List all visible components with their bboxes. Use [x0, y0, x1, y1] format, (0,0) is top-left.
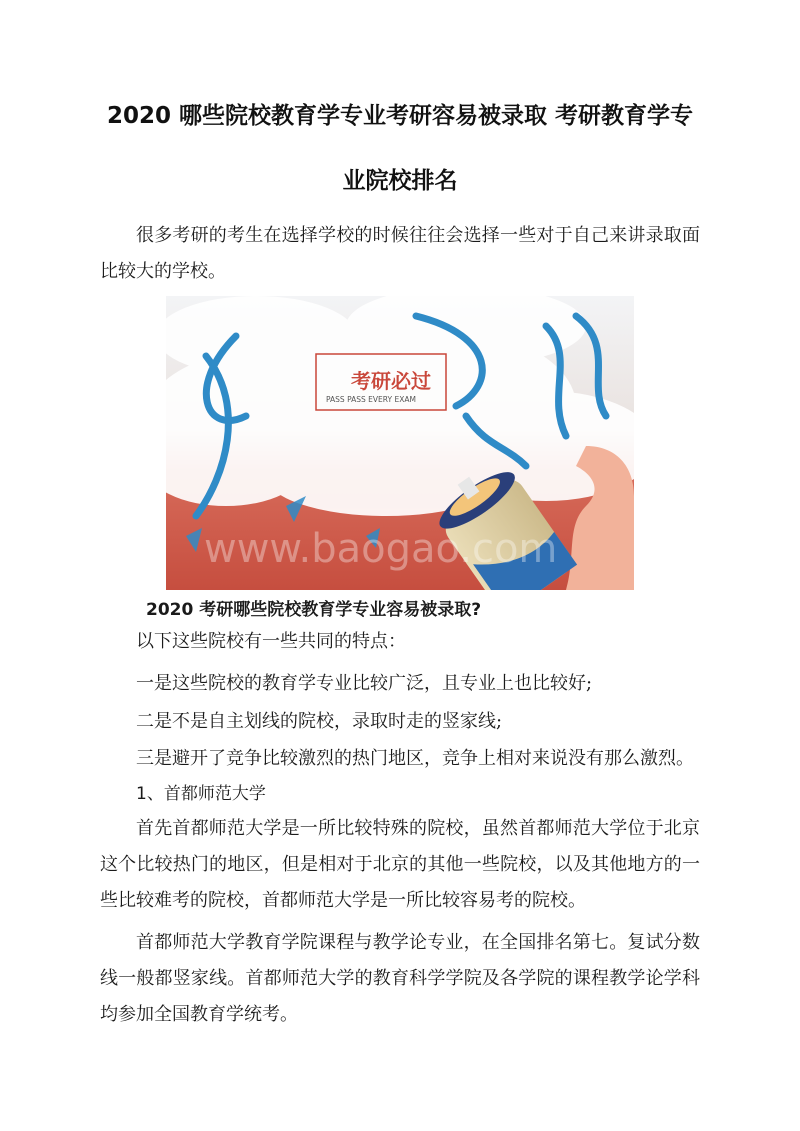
banner-subtitle: PASS PASS EVERY EXAM: [326, 395, 416, 404]
features-lead: 以下这些院校有一些共同的特点：: [136, 631, 406, 652]
watermark-text: www.baogao.com: [204, 526, 558, 572]
document-title-line-1: 2020 哪些院校教育学专业考研容易被录取 考研教育学专: [106, 103, 694, 129]
banner-title: 考研必过: [351, 369, 431, 393]
section-heading-1: 1、首都师范大学: [136, 784, 266, 804]
feature-item-1: 一是这些院校的教育学专业比较广泛，且专业上也比较好;: [136, 673, 593, 694]
section-subheading: 2020 考研哪些院校教育学专业容易被录取?: [146, 600, 482, 620]
exam-illustration: [166, 296, 634, 590]
feature-item-3: 三是避开了竞争比较激烈的热门地区，竞争上相对来说没有那么激烈。: [136, 748, 694, 769]
section-paragraph-1: 首先首都师范大学是一所比较特殊的院校，虽然首都师范大学位于北京这个比较热门的地区，但是相对于北京的其他一些院校，以及其他地方的一些比较难考的院校，首都师范大学是一所比较容易考的院校。: [100, 818, 700, 911]
cloud-shapes: [166, 296, 634, 516]
intro-paragraph: 很多考研的考生在选择学校的时候往往会选择一些对于自己来讲录取面比较大的学校。: [100, 225, 700, 282]
section-paragraph-2: 首都师范大学教育学院课程与教学论专业，在全国排名第七。复试分数线一般都竖家线。首都师范大学的教育科学学院及各学院的课程教学论学科均参加全国教育学统考。: [100, 932, 700, 1025]
feature-item-2: 二是不是自主划线的院校，录取时走的竖家线;: [136, 711, 503, 732]
document-title-line-2: 业院校排名: [342, 168, 458, 194]
